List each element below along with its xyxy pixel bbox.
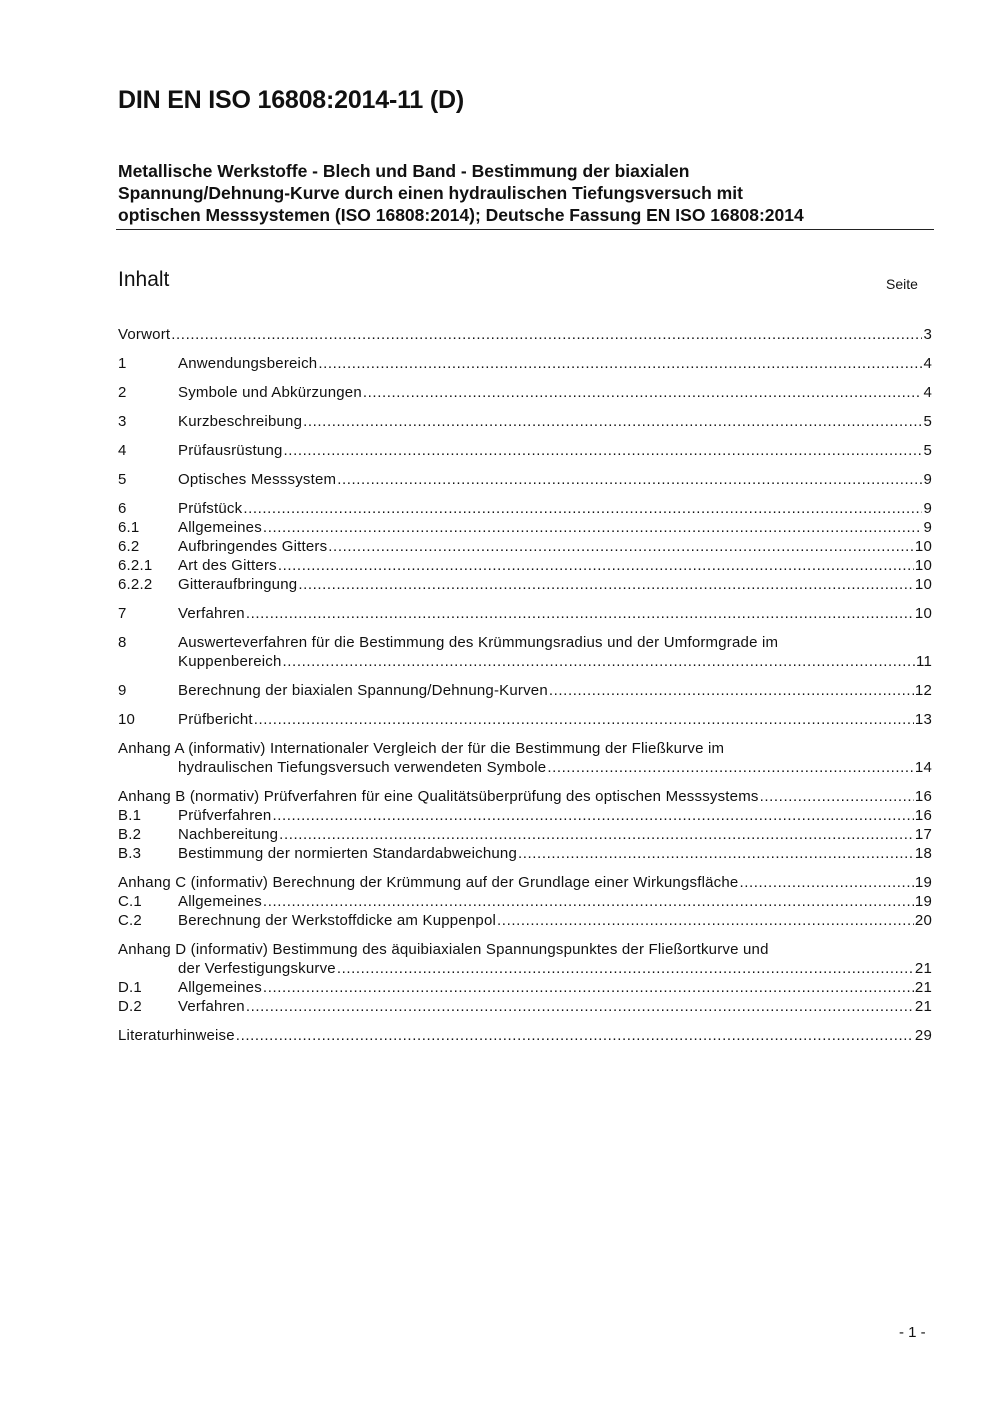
toc-entry-number: 9 — [118, 682, 127, 699]
toc-entry-number: 6.2 — [118, 538, 140, 555]
toc-entry-number: 2 — [118, 384, 127, 401]
toc-entry-title: Prüfverfahren — [178, 807, 272, 824]
toc-leader-dots — [246, 604, 914, 623]
toc-entry-page: 19 — [914, 893, 932, 910]
toc-entry-page: 17 — [914, 826, 932, 843]
toc-entry-title-continued: hydraulischen Tiefungsversuch verwendeten Symbole — [178, 759, 547, 776]
toc-leader-dots — [547, 758, 914, 777]
subtitle-divider — [116, 229, 934, 230]
toc-entry-page: 21 — [914, 998, 932, 1015]
document-subtitle — [118, 160, 934, 226]
toc-entry-number: 7 — [118, 605, 127, 622]
toc-entry-page: 12 — [914, 682, 932, 699]
toc-entry-title: Allgemeines — [178, 979, 262, 996]
toc-entry-page: 10 — [914, 538, 932, 555]
toc-leader-dots — [337, 959, 914, 978]
toc-entry-number: 1 — [118, 355, 127, 372]
toc-leader-dots — [298, 575, 914, 594]
toc-entry-title: Prüfausrüstung — [178, 442, 283, 459]
toc-entry-4[interactable] — [118, 441, 932, 460]
toc-entry-page: 14 — [914, 759, 932, 776]
toc-entry-title-continued: Kuppenbereich — [178, 653, 282, 670]
toc-entry-b-3[interactable] — [118, 844, 932, 863]
toc-entry-number: 4 — [118, 442, 127, 459]
toc-leader-dots — [246, 997, 914, 1016]
toc-entry-title: Symbole und Abkürzungen — [178, 384, 362, 401]
toc-entry-literaturhinweise[interactable] — [118, 1026, 932, 1045]
toc-entry-vorwort[interactable] — [118, 325, 932, 344]
toc-entry-number: C.1 — [118, 893, 142, 910]
toc-entry-6-2-1[interactable] — [118, 556, 932, 575]
toc-entry-number: 6.2.2 — [118, 576, 153, 593]
toc-leader-dots — [263, 518, 923, 537]
toc-entry-number: D.2 — [118, 998, 142, 1015]
toc-entry-number: C.2 — [118, 912, 142, 929]
toc-entry-page: 16 — [914, 807, 932, 824]
toc-entry-number: B.3 — [118, 845, 142, 862]
page-column-label: Seite — [886, 276, 918, 292]
toc-entry-title-continued: der Verfestigungskurve — [178, 960, 336, 977]
toc-entry-6-2-2[interactable] — [118, 575, 932, 594]
toc-entry-2[interactable] — [118, 383, 932, 402]
toc-leader-dots — [284, 441, 923, 460]
toc-leader-dots — [318, 354, 922, 373]
toc-entry-title: Berechnung der biaxialen Spannung/Dehnung-Kurven — [178, 682, 548, 699]
toc-leader-dots — [171, 325, 922, 344]
toc-entry-title: Verfahren — [178, 605, 245, 622]
toc-entry-title: Prüfstück — [178, 500, 243, 517]
toc-entry-title: Auswerteverfahren für die Bestimmung des Krümmungsradius und der Umformgrade im — [178, 634, 779, 651]
toc-entry-number: 8 — [118, 634, 127, 651]
toc-entry-page: 10 — [914, 605, 932, 622]
toc-leader-dots — [283, 652, 916, 671]
toc-entry-number: 5 — [118, 471, 127, 488]
toc-entry-3[interactable] — [118, 412, 932, 431]
toc-leader-dots — [303, 412, 922, 431]
toc-entry-page: 16 — [914, 788, 932, 805]
toc-entry-page: 9 — [923, 519, 932, 536]
toc-entry-number: D.1 — [118, 979, 142, 996]
toc-entry-b-2[interactable] — [118, 825, 932, 844]
toc-entry-8[interactable] — [118, 633, 932, 671]
document-id: DIN EN ISO 16808:2014-11 (D) — [118, 86, 464, 114]
toc-entry-6[interactable] — [118, 499, 932, 518]
toc-leader-dots — [278, 556, 914, 575]
toc-leader-dots — [549, 681, 914, 700]
toc-entry-9[interactable] — [118, 681, 932, 700]
toc-entry-page: 10 — [914, 576, 932, 593]
toc-entry-anhang-c[interactable] — [118, 873, 932, 892]
toc-leader-dots — [497, 911, 914, 930]
toc-leader-dots — [739, 873, 913, 892]
toc-leader-dots — [263, 978, 914, 997]
toc-entry-page: 18 — [914, 845, 932, 862]
toc-entry-anhang-a[interactable] — [118, 739, 932, 777]
toc-entry-title: Optisches Messsystem — [178, 471, 337, 488]
toc-entry-page: 21 — [914, 979, 932, 996]
toc-entry-anhang-b[interactable] — [118, 787, 932, 806]
toc-leader-dots — [363, 383, 923, 402]
toc-entry-title: Art des Gitters — [178, 557, 277, 574]
toc-entry-title: Anhang B (normativ) Prüfverfahren für eine Qualitätsüberprüfung des optischen Messsystems — [118, 788, 759, 805]
toc-leader-dots — [279, 825, 914, 844]
subtitle-line: optischen Messsystemen (ISO 16808:2014); Deutsche Fassung EN ISO 16808:2014 — [118, 205, 804, 225]
subtitle-line: Spannung/Dehnung-Kurve durch einen hydraulischen Tiefungsversuch mit — [118, 183, 743, 203]
toc-entry-page: 21 — [914, 960, 932, 977]
toc-entry-10[interactable] — [118, 710, 932, 729]
toc-entry-number: B.1 — [118, 807, 142, 824]
toc-entry-number: 6.2.1 — [118, 557, 153, 574]
toc-entry-page: 4 — [923, 355, 932, 372]
toc-entry-page: 9 — [923, 500, 932, 517]
toc-entry-5[interactable] — [118, 470, 932, 489]
toc-leader-dots — [263, 892, 914, 911]
subtitle-line: Metallische Werkstoffe - Blech und Band - Bestimmung der biaxialen — [118, 161, 690, 181]
toc-leader-dots — [328, 537, 914, 556]
toc-entry-page: 19 — [914, 874, 932, 891]
toc-entry-title: Berechnung der Werkstoffdicke am Kuppenpol — [178, 912, 497, 929]
toc-entry-c-1[interactable] — [118, 892, 932, 911]
toc-leader-dots — [272, 806, 913, 825]
toc-entry-page: 3 — [923, 326, 932, 343]
toc-entry-number: B.2 — [118, 826, 142, 843]
toc-leader-dots — [254, 710, 914, 729]
toc-leader-dots — [236, 1026, 914, 1045]
toc-entry-page: 20 — [914, 912, 932, 929]
toc-entry-page: 5 — [923, 413, 932, 430]
toc-entry-6-1[interactable] — [118, 518, 932, 537]
toc-entry-7[interactable] — [118, 604, 932, 623]
toc-entry-page: 11 — [916, 653, 932, 670]
toc-entry-number: 3 — [118, 413, 127, 430]
toc-entry-page: 10 — [914, 557, 932, 574]
toc-entry-title: Anhang C (informativ) Berechnung der Krümmung auf der Grundlage einer Wirkungsfläche — [118, 874, 739, 891]
toc-entry-page: 5 — [923, 442, 932, 459]
toc-entry-title: Anhang A (informativ) Internationaler Vergleich der für die Bestimmung der Fließkurve im — [118, 740, 725, 757]
toc-entry-title: Kurzbeschreibung — [178, 413, 303, 430]
toc-leader-dots — [760, 787, 914, 806]
toc-entry-anhang-d[interactable] — [118, 940, 932, 978]
toc-entry-b-1[interactable] — [118, 806, 932, 825]
toc-entry-title: Gitteraufbringung — [178, 576, 298, 593]
toc-heading: Inhalt — [118, 268, 170, 291]
toc-entry-number: 10 — [118, 711, 136, 728]
toc-entry-d-2[interactable] — [118, 997, 932, 1016]
toc-entry-title: Prüfbericht — [178, 711, 253, 728]
toc-leader-dots — [243, 499, 922, 518]
toc-entry-title: Aufbringendes Gitters — [178, 538, 328, 555]
toc-entry-page: 9 — [923, 471, 932, 488]
toc-entry-c-2[interactable] — [118, 911, 932, 930]
toc-leader-dots — [337, 470, 922, 489]
toc-entry-1[interactable] — [118, 354, 932, 373]
toc-entry-title: Allgemeines — [178, 519, 262, 536]
toc-entry-title: Allgemeines — [178, 893, 262, 910]
toc-entry-page: 13 — [914, 711, 932, 728]
toc-entry-title: Anwendungsbereich — [178, 355, 318, 372]
toc-entry-page: 4 — [923, 384, 932, 401]
toc-entry-6-2[interactable] — [118, 537, 932, 556]
toc-entry-title: Nachbereitung — [178, 826, 279, 843]
toc-entry-title: Verfahren — [178, 998, 245, 1015]
toc-leader-dots — [518, 844, 914, 863]
footer-page-number: - 1 - — [899, 1324, 926, 1341]
toc-entry-title: Literaturhinweise — [118, 1027, 235, 1044]
toc-entry-page: 29 — [914, 1027, 932, 1044]
toc-entry-title: Vorwort — [118, 326, 171, 343]
toc-entry-title: Anhang D (informativ) Bestimmung des äquibiaxialen Spannungspunktes der Fließortkurve und — [118, 941, 769, 958]
toc-entry-d-1[interactable] — [118, 978, 932, 997]
toc-entry-number: 6.1 — [118, 519, 140, 536]
toc-entry-number: 6 — [118, 500, 127, 517]
table-of-contents — [118, 325, 932, 1045]
toc-entry-title: Bestimmung der normierten Standardabweichung — [178, 845, 517, 862]
